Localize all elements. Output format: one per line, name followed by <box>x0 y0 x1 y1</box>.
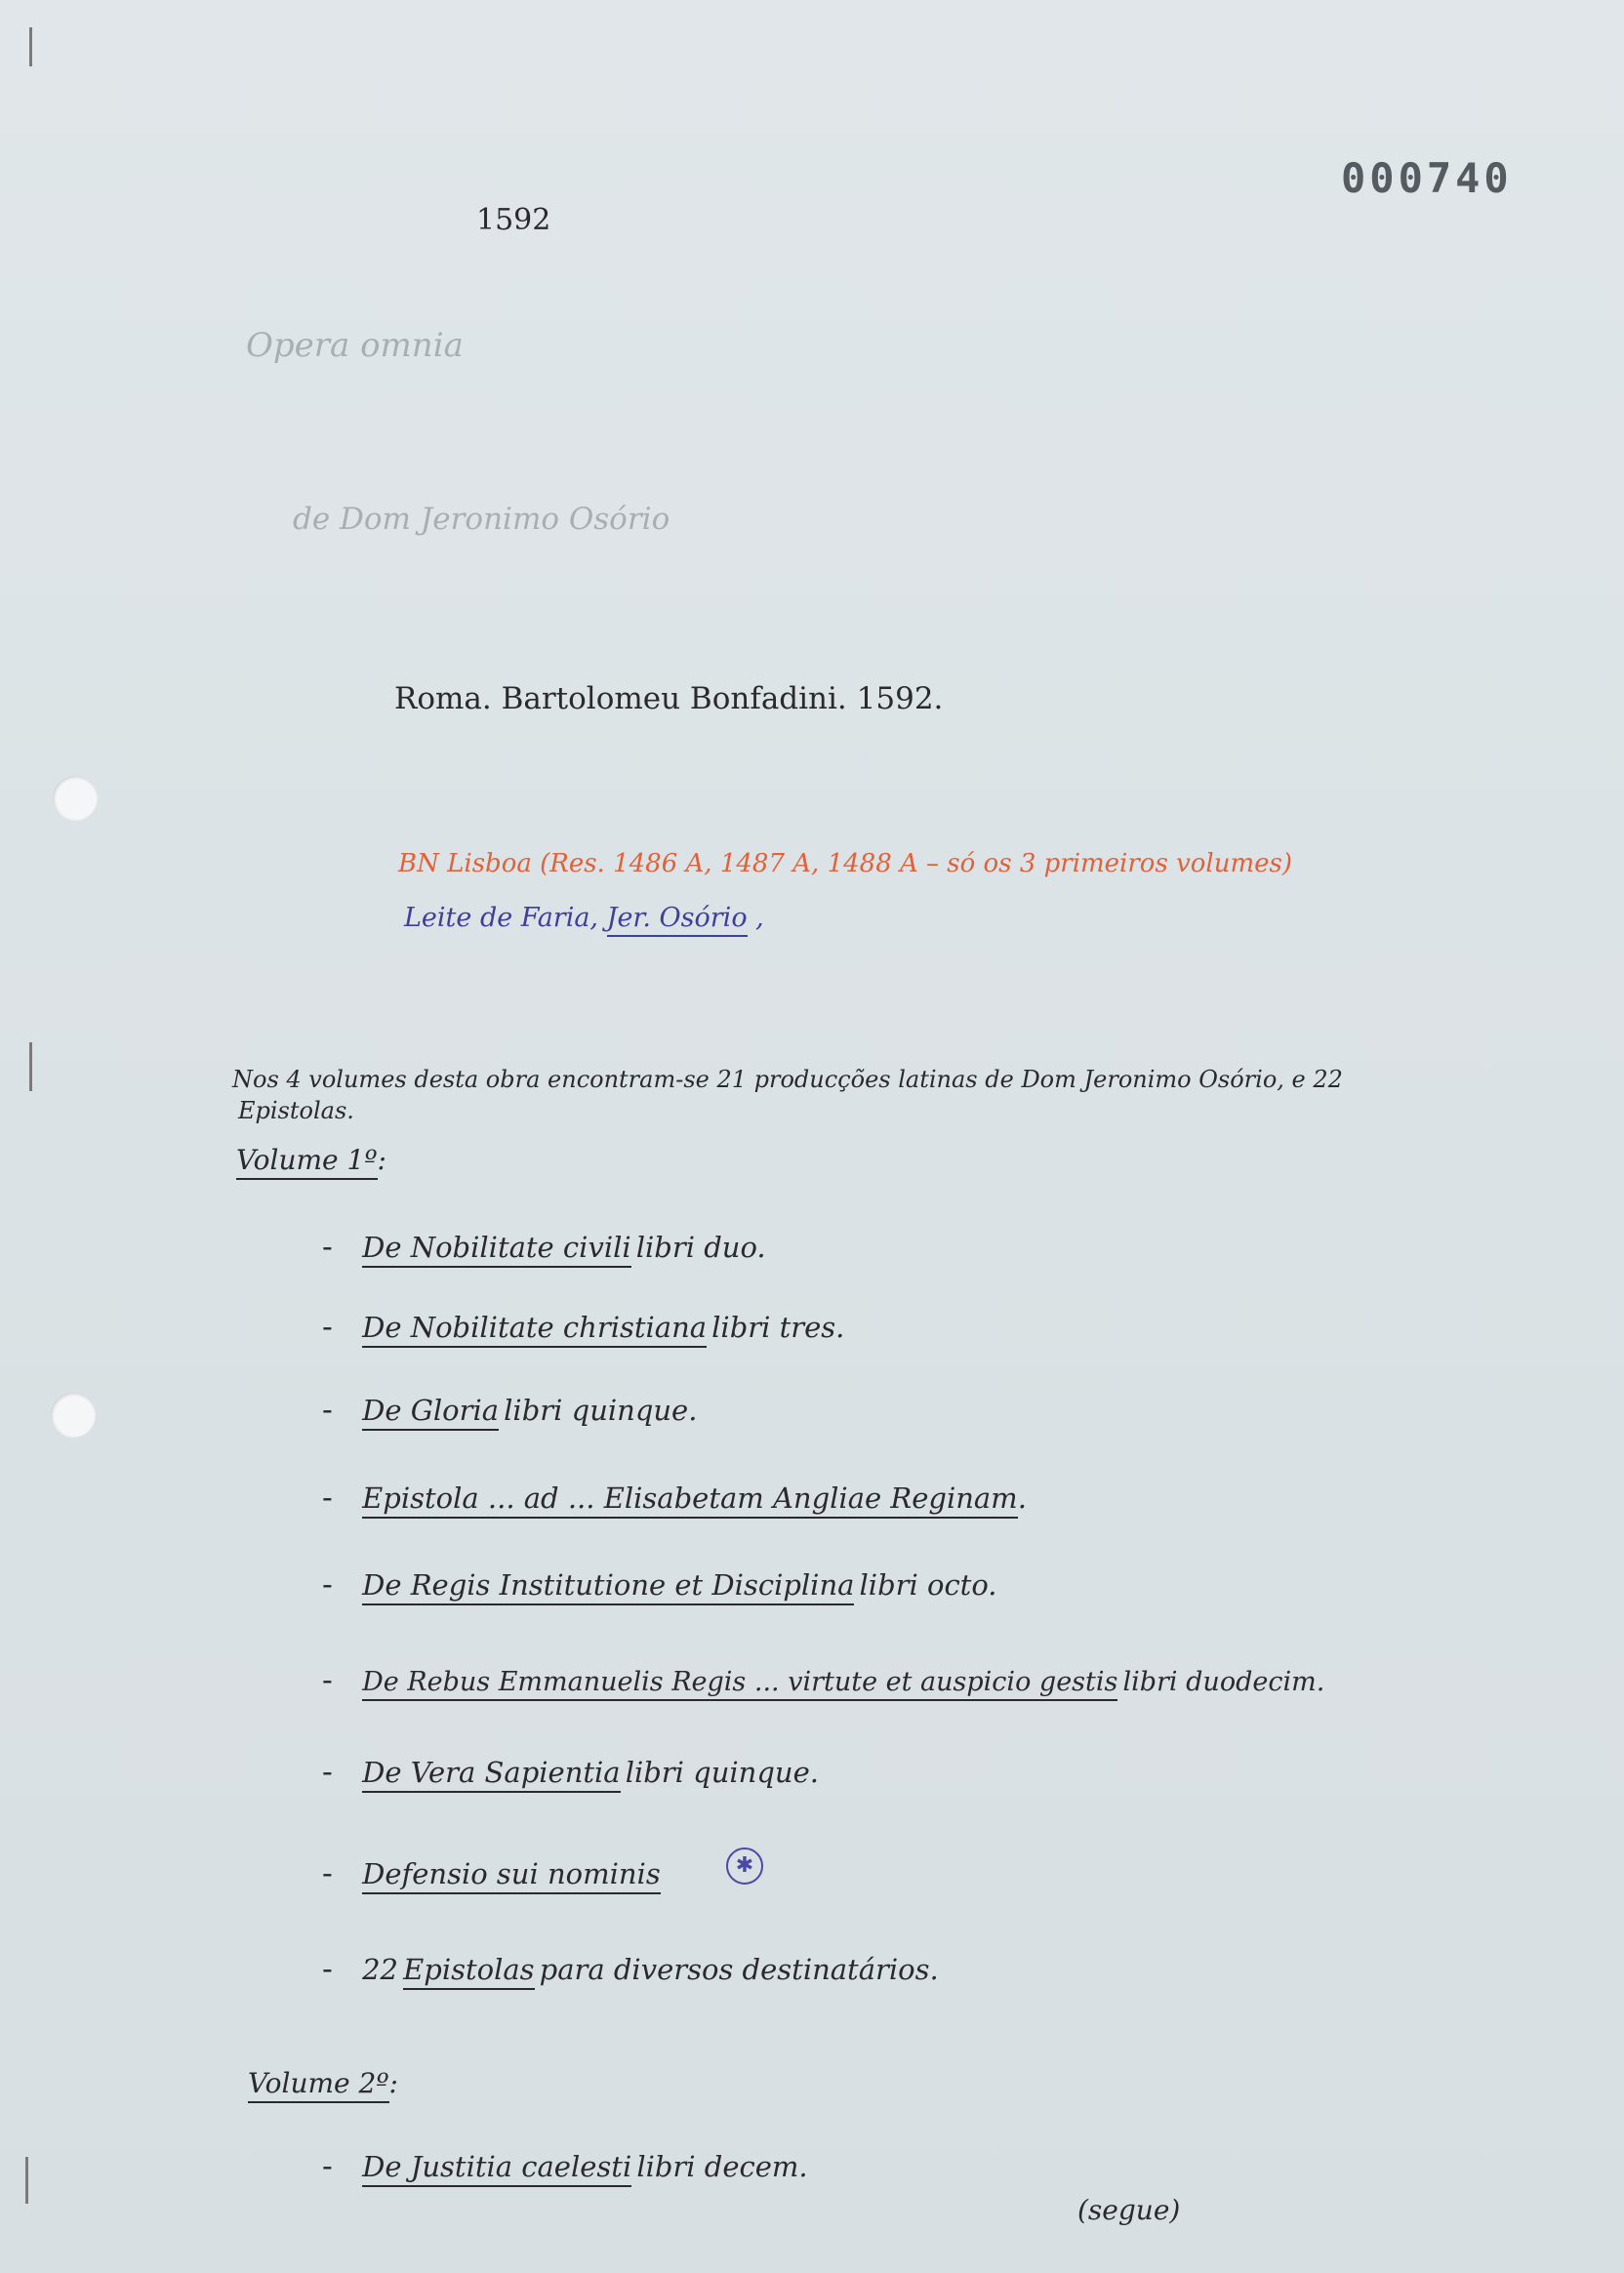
item-title: De Justitia caelesti <box>362 2150 631 2187</box>
list-dash: - <box>322 1391 333 1428</box>
list-dash: - <box>322 1479 333 1516</box>
item-rest: libri quinque. <box>625 1756 819 1789</box>
intro-line-2: Epistolas. <box>238 1097 354 1124</box>
item-rest: libri tres. <box>711 1311 845 1344</box>
item-rest: libri octo. <box>859 1568 997 1602</box>
title-line: Opera omnia <box>246 326 464 365</box>
item-rest: libri duodecim. <box>1122 1667 1325 1697</box>
item-title: Defensio sui nominis <box>362 1857 661 1894</box>
reference-line <box>404 903 764 933</box>
continued-note: (segue) <box>1077 2194 1181 2226</box>
list-item <box>322 1753 819 1802</box>
stamp-number: 000740 <box>1341 154 1513 202</box>
reference-prefix: Leite de Faria, <box>404 903 599 933</box>
item-title: De Gloria <box>362 1394 499 1431</box>
list-dash: - <box>322 2147 333 2184</box>
volume-2-heading-text: Volume 2º <box>248 2067 389 2103</box>
list-item <box>322 1479 1027 1527</box>
year: 1592 <box>476 203 551 237</box>
item-title: De Vera Sapientia <box>362 1756 621 1793</box>
list-item <box>322 1228 766 1277</box>
reference-link: Jer. Osório <box>607 903 748 937</box>
volume-1-heading-text: Volume 1º <box>236 1144 378 1180</box>
reference-suffix: , <box>755 903 764 933</box>
item-rest: . <box>1017 1482 1027 1515</box>
list-item <box>322 1854 661 1903</box>
list-item <box>322 1308 844 1357</box>
volume-2-heading <box>248 2067 398 2099</box>
library-note: BN Lisboa (Res. 1486 A, 1487 A, 1488 A – só os 3 primeiros volumes) <box>398 849 1292 878</box>
item-title: De Nobilitate christiana <box>362 1311 707 1348</box>
item-title: Epistolas <box>403 1953 534 1990</box>
list-item <box>322 2147 808 2196</box>
list-dash: - <box>322 1950 333 1987</box>
item-rest: libri decem. <box>636 2150 808 2183</box>
list-dash: - <box>322 1661 333 1698</box>
edge-mark-top <box>29 27 32 66</box>
item-rest: libri quinque. <box>504 1394 698 1427</box>
item-title: De Regis Institutione et Disciplina <box>362 1568 854 1605</box>
imprint: Roma. Bartolomeu Bonfadini. 1592. <box>394 681 944 716</box>
list-item <box>322 1565 997 1614</box>
item-title: De Nobilitate civili <box>362 1231 631 1268</box>
list-dash: - <box>322 1565 333 1603</box>
edge-mark-bottom <box>25 2157 28 2204</box>
volume-2-heading-suffix: : <box>388 2067 398 2099</box>
item-prefix: 22 <box>362 1953 398 1986</box>
list-item <box>322 1950 939 1999</box>
list-dash: - <box>322 1228 333 1265</box>
item-rest: libri duo. <box>635 1231 766 1264</box>
item-rest: para diversos destinatários. <box>539 1953 939 1986</box>
edge-mark-middle <box>29 1042 32 1091</box>
list-item <box>322 1661 1324 1710</box>
item-title: Epistola ... ad ... Elisabetam Angliae Reginam <box>362 1482 1018 1519</box>
list-dash: - <box>322 1854 333 1891</box>
item-title: De Rebus Emmanuelis Regis ... virtute et auspicio gestis <box>362 1667 1117 1701</box>
list-dash: - <box>322 1308 333 1345</box>
list-item <box>322 1391 697 1440</box>
punch-hole-top <box>53 776 98 821</box>
punch-hole-bottom <box>51 1393 96 1438</box>
volume-1-heading-suffix: : <box>377 1144 386 1176</box>
volume-1-heading <box>236 1144 386 1176</box>
intro-line-1: Nos 4 volumes desta obra encontram-se 21 producções latinas de Dom Jeronimo Osório, e 22 <box>232 1066 1343 1093</box>
author-line: de Dom Jeronimo Osório <box>293 502 670 537</box>
asterisk-mark-icon: ✱ <box>726 1847 763 1885</box>
list-dash: - <box>322 1753 333 1790</box>
